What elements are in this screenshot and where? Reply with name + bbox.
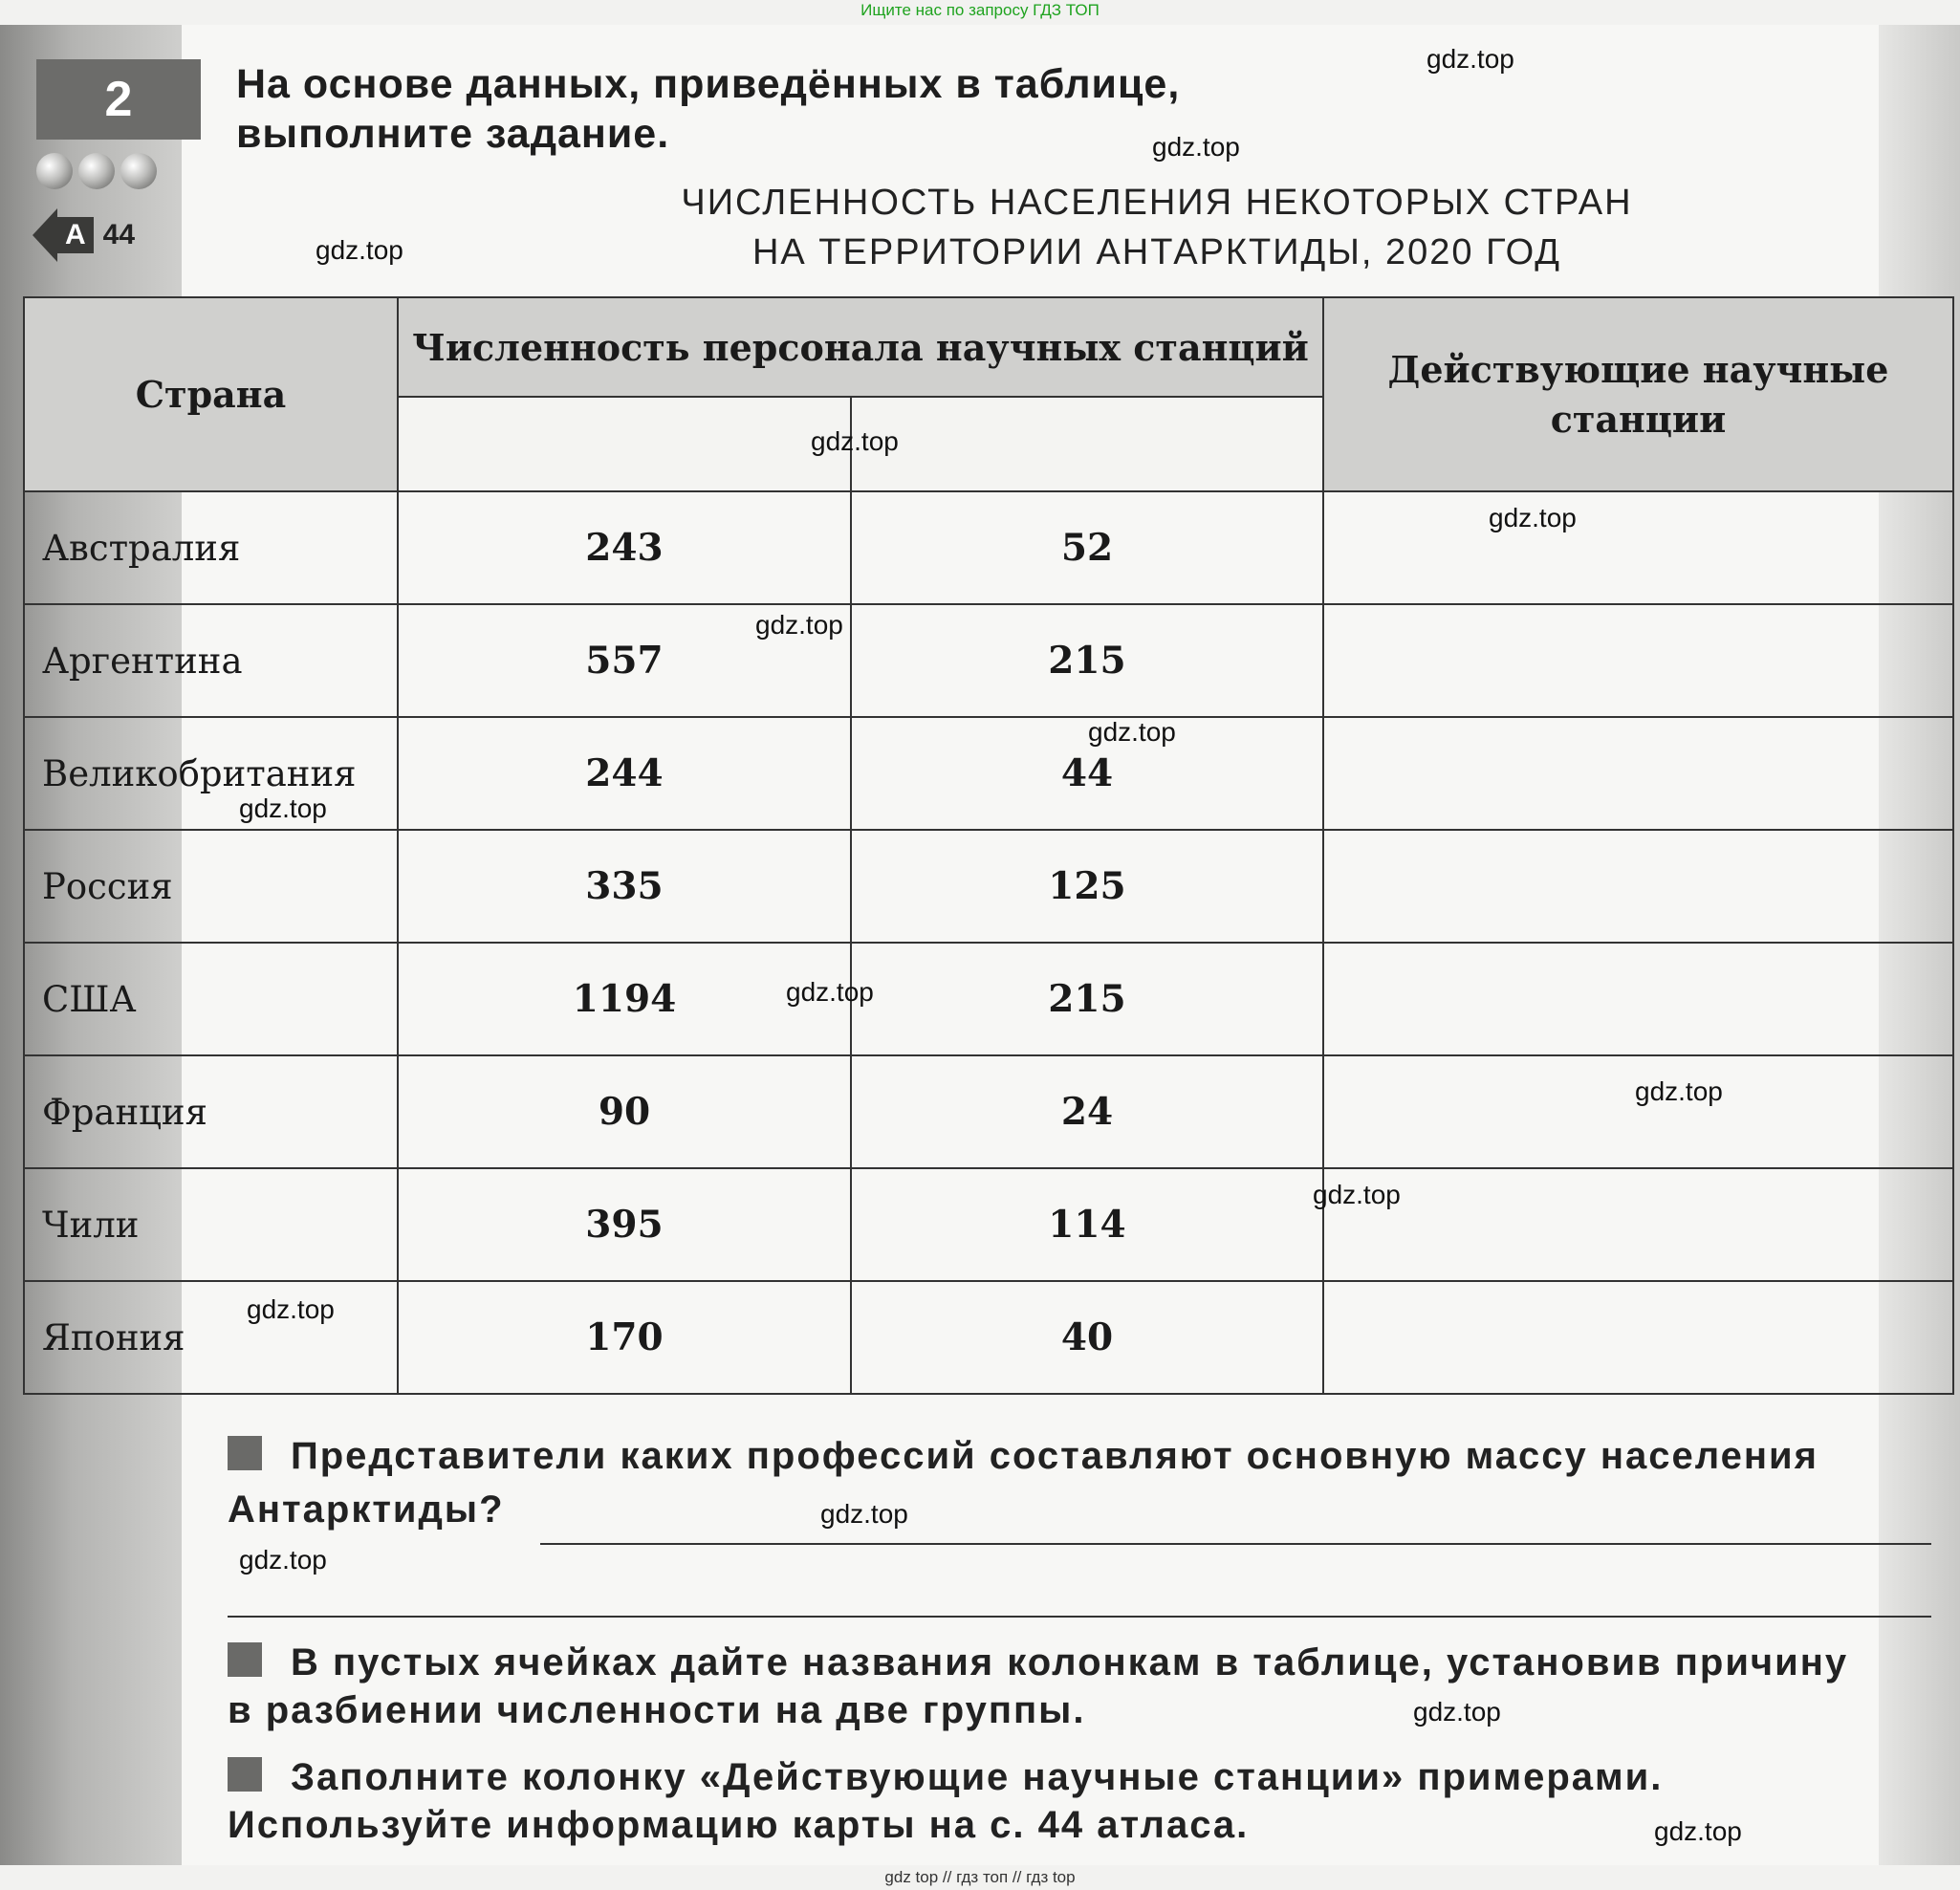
table-row — [24, 604, 1953, 717]
atlas-reference — [33, 208, 135, 262]
cell-country: Россия — [24, 830, 398, 943]
cell-country: Австралия — [24, 491, 398, 604]
question-3 — [228, 1753, 1663, 1849]
table-row — [24, 943, 1953, 1055]
cell-group-b: 125 — [851, 830, 1323, 943]
cell-group-b: 215 — [851, 943, 1323, 1055]
cell-group-a: 170 — [398, 1281, 851, 1394]
table-caption-line2: НА ТЕРРИТОРИИ АНТАРКТИДЫ, 2020 ГОД — [751, 232, 1562, 272]
cell-group-a: 557 — [398, 604, 851, 717]
task-title — [236, 59, 1180, 159]
cell-group-a: 395 — [398, 1168, 851, 1281]
question-1-line1: Представители каких профессий составляют основную массу населения — [291, 1435, 1818, 1477]
question-3-line1: Заполните колонку «Действующие научные станции» примерами. — [291, 1756, 1664, 1798]
watermark: gdz.top — [1489, 503, 1577, 532]
cell-group-b: 44 — [851, 717, 1323, 830]
header-blank-group-b[interactable] — [851, 397, 1323, 491]
question-3-line2: Используйте информацию карты на с. 44 атласа. — [228, 1804, 1250, 1846]
watermark: gdz.top — [1413, 1697, 1501, 1727]
difficulty-ball-icon — [78, 153, 115, 189]
cell-stations[interactable] — [1323, 1055, 1953, 1168]
cell-group-a: 90 — [398, 1055, 851, 1168]
answer-line-2[interactable] — [228, 1616, 1931, 1618]
watermark: gdz.top — [1313, 1180, 1401, 1209]
table-caption-line1: ЧИСЛЕННОСТЬ НАСЕЛЕНИЯ НЕКОТОРЫХ СТРАН — [681, 183, 1633, 223]
cell-country: США — [24, 943, 398, 1055]
watermark: gdz.top — [820, 1499, 908, 1529]
watermark: gdz.top — [1426, 44, 1514, 74]
bottom-note: gdz top // гдз топ // гдз top — [884, 1868, 1076, 1886]
watermark: gdz.top — [247, 1294, 335, 1324]
watermark: gdz.top — [239, 793, 327, 823]
header-stations-line1: Действующие научные — [1387, 347, 1889, 391]
cell-stations[interactable] — [1323, 1168, 1953, 1281]
task-title-line1: На основе данных, приведённых в таблице, — [236, 61, 1181, 107]
watermark: gdz.top — [1654, 1816, 1742, 1846]
cell-country: Япония — [24, 1281, 398, 1394]
header-staff: Численность персонала научных станций — [398, 297, 1323, 397]
task-number-badge: 2 — [36, 59, 201, 140]
cell-group-b: 114 — [851, 1168, 1323, 1281]
cell-stations[interactable] — [1323, 491, 1953, 604]
watermark: gdz.top — [239, 1545, 327, 1575]
watermark: gdz.top — [811, 426, 899, 456]
watermark: gdz.top — [316, 235, 403, 265]
cell-group-a: 335 — [398, 830, 851, 943]
question-1-line2: Антарктиды? — [228, 1488, 505, 1531]
bullet-square-icon — [228, 1642, 262, 1677]
table-row — [24, 491, 1953, 604]
watermark: gdz.top — [786, 977, 874, 1007]
cell-group-b: 24 — [851, 1055, 1323, 1168]
bullet-square-icon — [228, 1757, 262, 1792]
watermark: gdz.top — [755, 610, 843, 640]
table-row — [24, 830, 1953, 943]
top-note: Ищите нас по запросу ГДЗ ТОП — [860, 1, 1100, 19]
header-country: Страна — [24, 297, 398, 491]
atlas-label: А — [57, 217, 94, 253]
cell-group-b: 52 — [851, 491, 1323, 604]
cell-stations[interactable] — [1323, 1281, 1953, 1394]
bullet-square-icon — [228, 1436, 262, 1470]
cell-stations[interactable] — [1323, 604, 1953, 717]
header-blank-group-a[interactable] — [398, 397, 851, 491]
arrow-left-icon — [33, 208, 57, 262]
cell-group-a: 243 — [398, 491, 851, 604]
answer-line-1[interactable] — [540, 1543, 1931, 1545]
task-title-line2: выполните задание. — [236, 111, 670, 157]
cell-group-a: 1194 — [398, 943, 851, 1055]
cell-stations[interactable] — [1323, 943, 1953, 1055]
cell-group-b: 215 — [851, 604, 1323, 717]
cell-country: Аргентина — [24, 604, 398, 717]
population-table — [23, 296, 1954, 1395]
header-stations-line2: станции — [1550, 397, 1727, 441]
question-1 — [228, 1432, 1818, 1533]
watermark: gdz.top — [1088, 717, 1176, 747]
cell-country: Франция — [24, 1055, 398, 1168]
cell-group-a: 244 — [398, 717, 851, 830]
cell-group-b: 40 — [851, 1281, 1323, 1394]
cell-stations[interactable] — [1323, 717, 1953, 830]
question-2-line1: В пустых ячейках дайте названия колонкам в таблице, установив причину — [291, 1641, 1849, 1684]
watermark: gdz.top — [1635, 1076, 1723, 1106]
table-row — [24, 1168, 1953, 1281]
cell-country: Чили — [24, 1168, 398, 1281]
table-row — [24, 1055, 1953, 1168]
watermark: gdz.top — [1152, 132, 1240, 162]
cell-country: Великобритания — [24, 717, 398, 830]
header-stations — [1323, 297, 1953, 491]
question-2 — [228, 1639, 1848, 1734]
question-2-line2: в разбиении численности на две группы. — [228, 1689, 1086, 1731]
atlas-page-number: 44 — [102, 219, 136, 250]
cell-stations[interactable] — [1323, 830, 1953, 943]
difficulty-ball-icon — [120, 153, 157, 189]
difficulty-indicator — [36, 153, 157, 189]
difficulty-ball-icon — [36, 153, 73, 189]
table-caption — [555, 178, 1759, 277]
